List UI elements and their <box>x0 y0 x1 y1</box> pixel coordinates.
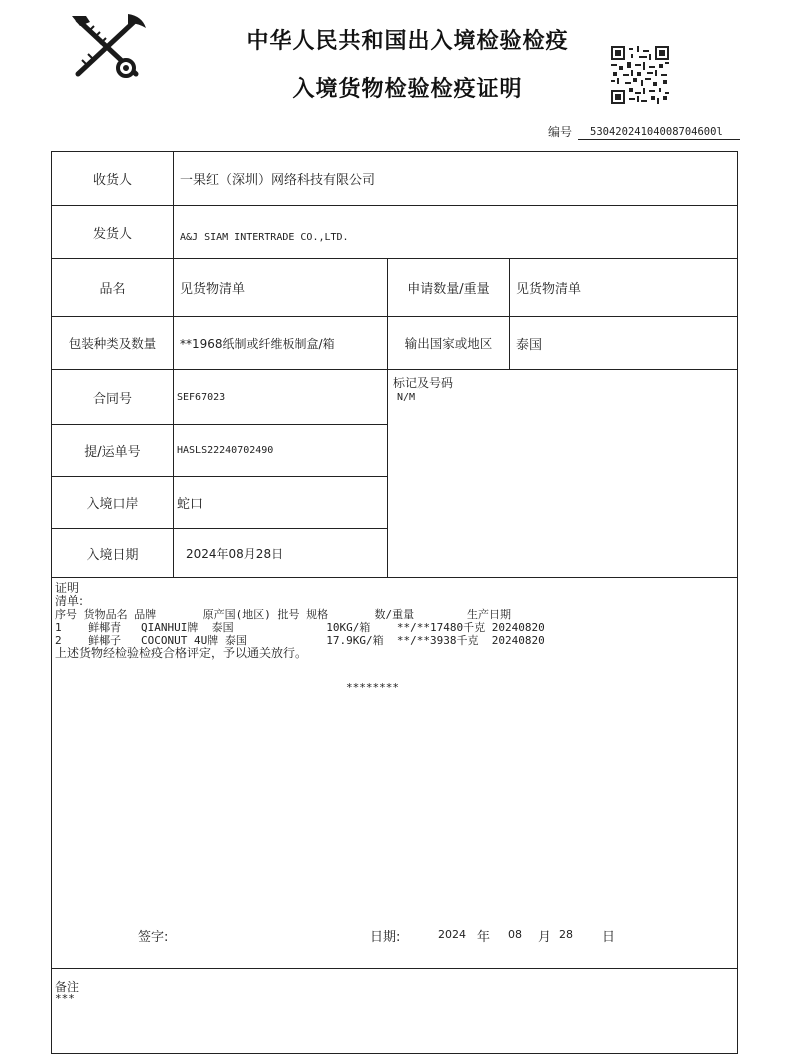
entry-date-label: 入境日期 <box>86 547 139 563</box>
remarks-value: *** <box>55 992 75 1005</box>
certificate-title: 入境货物检验检疫证明 <box>292 77 523 102</box>
entry-port-label: 入境口岸 <box>86 497 139 512</box>
signature-year-unit: 年 <box>477 930 491 945</box>
bill-of-lading-label: 提/运单号 <box>84 445 141 460</box>
marks-label: 标记及号码 <box>393 376 454 390</box>
marks-value: N/M <box>397 392 416 403</box>
goods-name-value: 见货物清单 <box>180 282 246 297</box>
origin-country-label: 输出国家或地区 <box>404 336 493 351</box>
certificate-form <box>51 151 738 1054</box>
serial-number-value: 53042024104008704600l <box>578 126 740 140</box>
goods-list-row: 1 鲜椰青 QIANHUI牌 泰国 10KG/箱 **/**17480千克 20240820 <box>55 621 545 634</box>
goods-list-header-row: 序号 货物品名 品牌 原产国(地区) 批号 规格 数/重量 生产日期 <box>55 608 512 621</box>
bill-of-lading-value: HASLS22240702490 <box>177 445 274 456</box>
entry-port-value: 蛇口 <box>177 497 204 512</box>
signature-year: 2024 <box>438 928 466 941</box>
consignor-value: A&J SIAM INTERTRADE CO.,LTD. <box>180 231 349 243</box>
signature-day: 28 <box>559 928 573 941</box>
quantity-value: 见货物清单 <box>516 282 582 297</box>
end-marker: ******** <box>346 681 399 694</box>
clearance-statement: 上述货物经检验检疫合格评定，予以通关放行。 <box>55 646 308 660</box>
packing-label: 包装种类及数量 <box>68 336 157 351</box>
signature-label: 签字: <box>138 930 169 945</box>
serial-number-row <box>548 123 740 140</box>
qr-code-icon <box>611 46 669 104</box>
signature-month-unit: 月 <box>538 930 552 945</box>
contract-number-value: SEF67023 <box>177 391 226 403</box>
entry-date-value: 2024年08月28日 <box>186 546 284 561</box>
signature-date-label: 日期: <box>370 930 401 945</box>
origin-country-value: 泰国 <box>516 337 543 353</box>
row-divider <box>52 577 737 578</box>
consignor-label: 发货人 <box>92 226 132 242</box>
consignee-value: 一果红（深圳）网络科技有限公司 <box>180 173 376 188</box>
remarks-label: 备注 <box>55 980 80 994</box>
signature-month: 08 <box>508 928 522 941</box>
goods-name-label: 品名 <box>99 282 126 297</box>
goods-list-heading: 清单: <box>55 594 84 608</box>
goods-list-row: 2 鲜椰子 COCONUT 4U牌 泰国 17.9KG/箱 **/**3938千克 20240820 <box>55 634 545 647</box>
quantity-label: 申请数量/重量 <box>407 282 490 297</box>
row-divider <box>52 968 737 969</box>
signature-day-unit: 日 <box>602 930 616 945</box>
certificate-heading: 证明 <box>55 581 80 595</box>
document-title: 中华人民共和国出入境检验检疫 <box>246 29 569 54</box>
serial-number-label: 编号 <box>548 125 573 139</box>
packing-value: **1968纸制或纤维板制盒/箱 <box>180 336 335 351</box>
consignee-label: 收货人 <box>92 173 132 188</box>
contract-number-label: 合同号 <box>92 391 132 407</box>
